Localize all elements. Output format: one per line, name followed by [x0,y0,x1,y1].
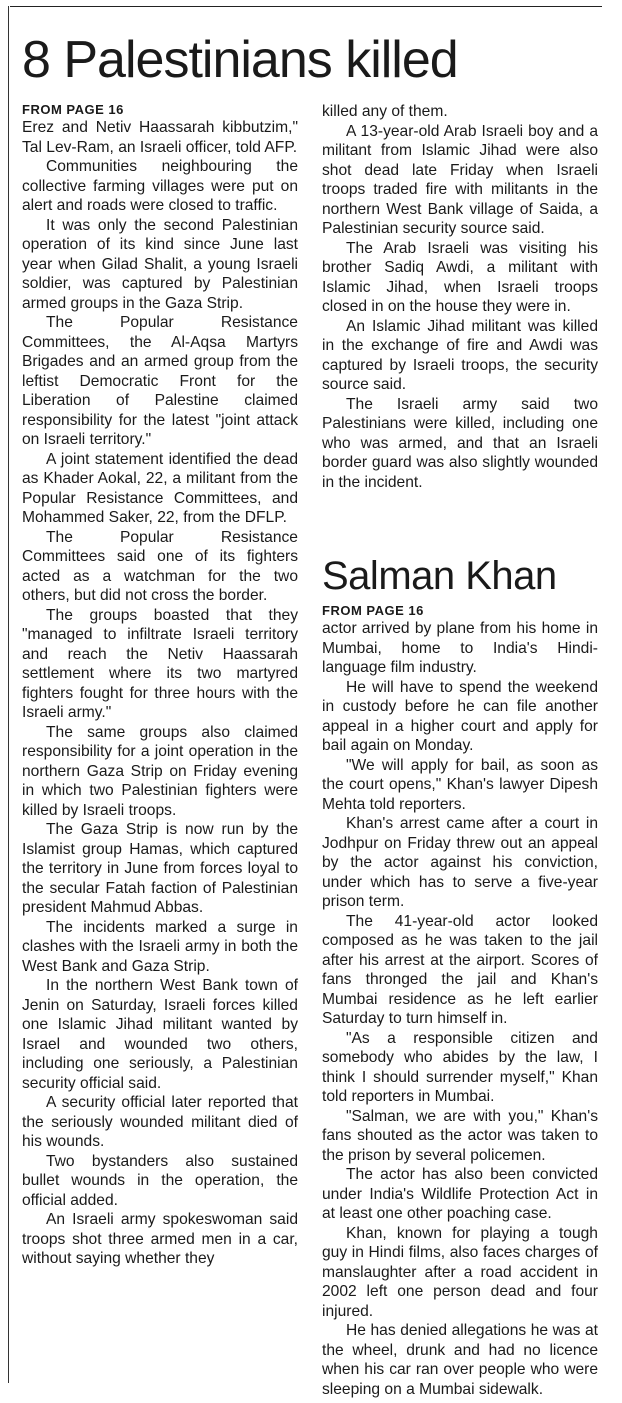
paragraph: In the northern West Bank town of Jenin on Saturday, Israeli forces killed one Islamic Jihad militant wanted by Israel and wounded two others, including one seriously, a Palestinian security official said. [22,977,298,1092]
story1-column-2 [322,102,598,492]
paragraph: The groups boasted that they "managed to infiltrate Israeli territory and reach the Netiv Haassarah settlement where its two martyred fighters fought for three hours with the Israeli army." [22,606,298,721]
paragraph: The incidents marked a surge in clashes with the Israeli army in both the West Bank and Gaza Strip. [22,918,298,975]
paragraph: A 13-year-old Arab Israeli boy and a militant from Islamic Jihad were also shot dead late Friday when Israeli troops traded fire with militants in the northern West Bank village of Saida, a Palestinian security source said. [322,122,598,237]
jump-label: FROM PAGE 16 [322,603,424,618]
paragraph: "As a responsible citizen and somebody who abides by the law, I think I should surrender myself," Khan told reporters in Mumbai. [322,1029,598,1105]
headline-palestinians: 8 Palestinians killed [22,31,458,89]
paragraph: The Popular Resistance Committees, the Al-Aqsa Martyrs Brigades and an armed group from the leftist Democratic Front for the Liberation of Palestine claimed responsibility for the latest "joint attack on Israeli territory." [22,314,298,448]
paragraph: Khan's arrest came after a court in Jodhpur on Friday threw out an appeal by the actor against his conviction, under which has to serve a five-year prison term. [322,815,598,910]
jump-label: FROM PAGE 16 [22,102,124,117]
paragraph: An Islamic Jihad militant was killed in the exchange of fire and Awdi was captured by Israeli troops, the security source said. [322,317,598,393]
paragraph: "Salman, we are with you," Khan's fans shouted as the actor was taken to the prison by several policemen. [322,1107,598,1164]
paragraph: The Arab Israeli was visiting his brother Sadiq Awdi, a militant with Islamic Jihad, when Israeli troops closed in on the house they were in. [322,239,598,315]
headline-salman-khan: Salman Khan [322,554,557,598]
paragraph: Two bystanders also sustained bullet wounds in the operation, the official added. [22,1152,298,1209]
story2-column [322,603,598,1399]
paragraph: The actor has also been convicted under India's Wildlife Protection Act in at least one other poaching case. [322,1166,598,1222]
paragraph: killed any of them. [322,103,448,120]
paragraph: "We will apply for bail, as soon as the court opens," Khan's lawyer Dipesh Mehta told reporters. [322,756,598,813]
paragraph: Khan, known for playing a tough guy in Hindi films, also faces charges of manslaughter after a road accident in 2002 left one person dead and four injured. [322,1224,598,1320]
paragraph: He will have to spend the weekend in custody before he can file another appeal in a higher court and apply for bail again on Monday. [322,678,598,754]
paragraph: Communities neighbouring the collective farming villages were put on alert and roads were closed to traffic. [22,158,298,214]
story1-column-1 [22,102,298,1269]
paragraph: A joint statement identified the dead as Khader Aokal, 22, a militant from the Popular Resistance Committees, and Mohammed Saker, 22, from the DFLP. [22,450,298,526]
paragraph: He has denied allegations he was at the wheel, drunk and had no licence when his car ran over people who were sleeping on a Mumbai sidewalk. [322,1322,598,1398]
paragraph: The 41-year-old actor looked composed as he was taken to the jail after his arrest at the airport. Scores of fans thronged the jail and Khan's Mumbai residence as he left earlier Saturday to turn himself in. [322,912,598,1027]
paragraph: actor arrived by plane from his home in Mumbai, home to India's Hindi-language film industry. [322,620,598,676]
paragraph: The Gaza Strip is now run by the Islamist group Hamas, which captured the territory in June from forces loyal to the secular Fatah faction of Palestinian president Mahmud Abbas. [22,821,298,916]
paragraph: The Israeli army said two Palestinians were killed, including one who was armed, and that an Israeli border guard was also slightly wounded in the incident. [322,395,598,491]
paragraph: The Popular Resistance Committees said one of its fighters acted as a watchman for the two others, but did not cross the border. [22,528,298,604]
column-rule [8,6,9,1383]
paragraph: Erez and Netiv Haassarah kibbutzim," Tal Lev-Ram, an Israeli officer, told AFP. [22,119,298,156]
paragraph: The same groups also claimed responsibility for a joint operation in the northern Gaza Strip on Friday evening in which two Palestinian fighters were killed by Israeli troops. [22,723,298,819]
top-rule [10,6,602,7]
paragraph: It was only the second Palestinian operation of its kind since June last year when Gilad Shalit, a young Israeli soldier, was captured by Palestinian armed groups in the Gaza Strip. [22,216,298,312]
paragraph: An Israeli army spokeswoman said troops shot three armed men in a car, without saying whether they [22,1211,298,1267]
paragraph: A security official later reported that the seriously wounded militant died of his wounds. [22,1094,298,1150]
